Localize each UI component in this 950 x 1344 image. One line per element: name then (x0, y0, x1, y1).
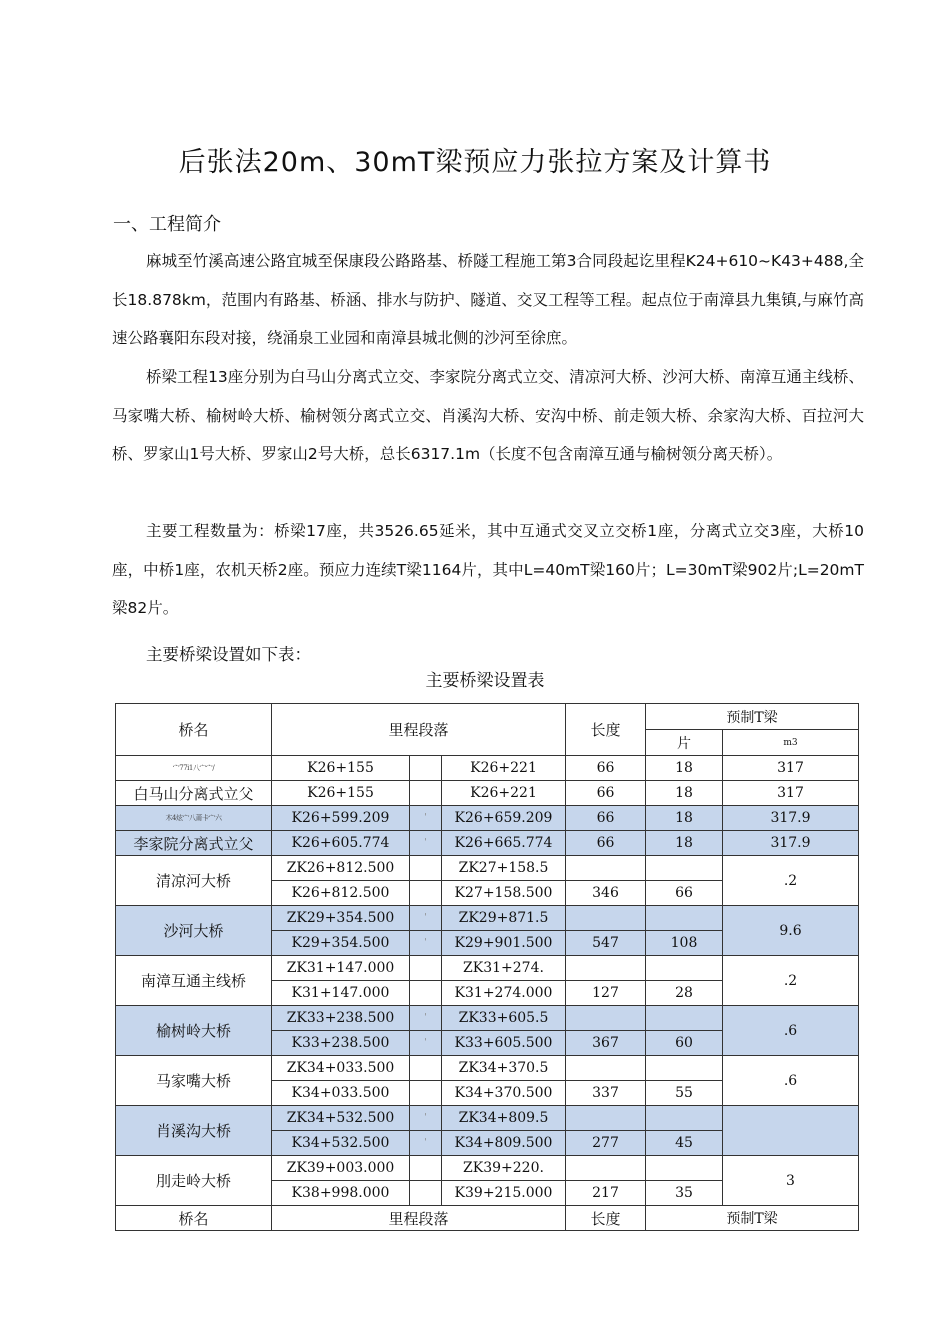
mileage-end: K31+274.000 (442, 981, 566, 1006)
table-row (116, 906, 859, 931)
pieces-cell: 66 (646, 881, 723, 906)
pieces-cell: 18 (646, 831, 723, 856)
mileage-end: ZK29+871.5 (442, 906, 566, 931)
mileage-end: K33+605.500 (442, 1031, 566, 1056)
mileage-start: ZK39+003.000 (272, 1156, 410, 1181)
bridge-name: 马家嘴大桥 (116, 1056, 272, 1106)
bridge-name: 肖溪沟大桥 (116, 1106, 272, 1156)
mileage-end: K26+659.209 (442, 806, 566, 831)
pieces-cell: 108 (646, 931, 723, 956)
header-volume: m3 (723, 730, 859, 756)
volume-cell (723, 1106, 859, 1156)
mileage-end: K34+809.500 (442, 1131, 566, 1156)
mileage-start: ZK34+033.500 (272, 1056, 410, 1081)
length-cell (566, 1056, 646, 1081)
bridge-name: 沙河大桥 (116, 906, 272, 956)
volume-cell: 3 (723, 1156, 859, 1206)
header-length: 长度 (566, 704, 646, 756)
table-row (116, 956, 859, 981)
volume-cell: 317 (723, 756, 859, 781)
gap-cell (410, 1081, 442, 1106)
pieces-cell (646, 1106, 723, 1131)
gap-cell: ' (410, 1131, 442, 1156)
gap-cell: ' (410, 1106, 442, 1131)
mileage-start: K26+599.209 (272, 806, 410, 831)
table-row (116, 1056, 859, 1081)
table-row (116, 1106, 859, 1131)
header-name: 桥名 (116, 1206, 272, 1231)
pieces-cell (646, 906, 723, 931)
paragraph-quantities: 主要工程数量为：桥梁17座，共3526.65延米，其中互通式交叉立交桥1座，分离式立交3座，大桥10座，中桥1座，农机天桥2座。预应力连续T梁1164片，其中L=40mT梁160片；L=30mT梁902片;L=20mT梁82片。 (112, 522, 864, 617)
length-cell: 277 (566, 1131, 646, 1156)
gap-cell: ' (410, 906, 442, 931)
header-precast: 预制T梁 (646, 704, 859, 730)
gap-cell (410, 1156, 442, 1181)
pieces-cell (646, 856, 723, 881)
mileage-start: K26+812.500 (272, 881, 410, 906)
mileage-end: K26+665.774 (442, 831, 566, 856)
length-cell (566, 1006, 646, 1031)
header-precast: 预制T梁 (646, 1206, 859, 1231)
mileage-end: ZK33+605.5 (442, 1006, 566, 1031)
header-mileage: 里程段落 (272, 704, 566, 756)
mileage-start: ZK26+812.500 (272, 856, 410, 881)
volume-cell: 317 (723, 781, 859, 806)
length-cell: 346 (566, 881, 646, 906)
header-length: 长度 (566, 1206, 646, 1231)
table-row (116, 1156, 859, 1181)
bridge-name: 白马山分离式立父 (116, 781, 272, 806)
gap-cell (410, 1181, 442, 1206)
mileage-start: K26+605.774 (272, 831, 410, 856)
pieces-cell (646, 956, 723, 981)
mileage-end: K39+215.000 (442, 1181, 566, 1206)
length-cell: 66 (566, 806, 646, 831)
pieces-cell: 18 (646, 806, 723, 831)
length-cell: 217 (566, 1181, 646, 1206)
mileage-start: K26+155 (272, 756, 410, 781)
gap-cell (410, 756, 442, 781)
mileage-end: ZK27+158.5 (442, 856, 566, 881)
gap-cell: ' (410, 931, 442, 956)
mileage-start: K29+354.500 (272, 931, 410, 956)
table-caption: 主要桥梁设置表 (425, 671, 545, 691)
bridge-tiny-text: 宀77i1八宀宀/ (116, 756, 272, 781)
mileage-start: K33+238.500 (272, 1031, 410, 1056)
gap-cell (410, 1056, 442, 1081)
length-cell: 66 (566, 756, 646, 781)
length-cell (566, 1156, 646, 1181)
volume-cell: 9.6 (723, 906, 859, 956)
mileage-end: K34+370.500 (442, 1081, 566, 1106)
pieces-cell: 35 (646, 1181, 723, 1206)
pieces-cell: 55 (646, 1081, 723, 1106)
length-cell (566, 956, 646, 981)
volume-cell: .6 (723, 1056, 859, 1106)
pieces-cell: 45 (646, 1131, 723, 1156)
table-row (116, 856, 859, 881)
volume-cell: 317.9 (723, 806, 859, 831)
pieces-cell: 18 (646, 781, 723, 806)
bridge-tiny-text: 木4炫宀八莆卡宀六 (116, 806, 272, 831)
length-cell: 66 (566, 781, 646, 806)
mileage-end: K26+221 (442, 756, 566, 781)
length-cell: 547 (566, 931, 646, 956)
header-pieces: 片 (646, 730, 723, 756)
table-lead-text: 主要桥梁设置如下表： (146, 645, 311, 664)
mileage-start: ZK34+532.500 (272, 1106, 410, 1131)
bridge-name: 榆树岭大桥 (116, 1006, 272, 1056)
section-heading: 一、工程简介 (113, 214, 221, 235)
gap-cell (410, 956, 442, 981)
length-cell: 66 (566, 831, 646, 856)
mileage-start: K34+532.500 (272, 1131, 410, 1156)
table-row (116, 1006, 859, 1031)
pieces-cell: 60 (646, 1031, 723, 1056)
length-cell: 337 (566, 1081, 646, 1106)
mileage-start: K31+147.000 (272, 981, 410, 1006)
pieces-cell (646, 1056, 723, 1081)
mileage-start: ZK33+238.500 (272, 1006, 410, 1031)
gap-cell: ' (410, 1031, 442, 1056)
header-mileage: 里程段落 (272, 1206, 566, 1231)
length-cell (566, 1106, 646, 1131)
table-header-row (116, 704, 859, 730)
bridge-name: 刖走岭大桥 (116, 1156, 272, 1206)
table-header-repeat (116, 1206, 859, 1231)
gap-cell: ' (410, 831, 442, 856)
volume-cell: .2 (723, 956, 859, 1006)
volume-cell: .6 (723, 1006, 859, 1056)
table-row (116, 756, 859, 781)
bridge-table (115, 703, 859, 1231)
length-cell: 367 (566, 1031, 646, 1056)
volume-cell: .2 (723, 856, 859, 906)
length-cell (566, 906, 646, 931)
bridge-name: 李家院分离式立父 (116, 831, 272, 856)
paragraph-bridges: 桥梁工程13座分别为白马山分离式立交、李家院分离式立交、清凉河大桥、沙河大桥、南漳互通主线桥、马家嘴大桥、榆树岭大桥、榆树领分离式立交、肖溪沟大桥、安沟中桥、前走领大桥、余家沟大桥、百拉河大桥、罗家山1号大桥、罗家山2号大桥，总长6317.1m（长度不包含南漳互通与榆树领分离天桥）。 (112, 368, 864, 463)
gap-cell (410, 881, 442, 906)
gap-cell: ' (410, 806, 442, 831)
bridge-name: 清凉河大桥 (116, 856, 272, 906)
gap-cell (410, 856, 442, 881)
mileage-end: ZK34+809.5 (442, 1106, 566, 1131)
bridge-name: 南漳互通主线桥 (116, 956, 272, 1006)
header-name: 桥名 (116, 704, 272, 756)
pieces-cell (646, 1156, 723, 1181)
mileage-end: K26+221 (442, 781, 566, 806)
gap-cell: ' (410, 1006, 442, 1031)
mileage-end: ZK39+220. (442, 1156, 566, 1181)
table-row (116, 781, 859, 806)
mileage-start: ZK29+354.500 (272, 906, 410, 931)
gap-cell (410, 981, 442, 1006)
pieces-cell (646, 1006, 723, 1031)
mileage-end: ZK31+274. (442, 956, 566, 981)
volume-cell: 317.9 (723, 831, 859, 856)
mileage-end: ZK34+370.5 (442, 1056, 566, 1081)
pieces-cell: 18 (646, 756, 723, 781)
mileage-end: K29+901.500 (442, 931, 566, 956)
pieces-cell: 28 (646, 981, 723, 1006)
mileage-end: K27+158.500 (442, 881, 566, 906)
table-row (116, 831, 859, 856)
mileage-start: ZK31+147.000 (272, 956, 410, 981)
mileage-start: K26+155 (272, 781, 410, 806)
length-cell (566, 856, 646, 881)
mileage-start: K34+033.500 (272, 1081, 410, 1106)
page-title: 后张法20m、30mT梁预应力张拉方案及计算书 (178, 147, 772, 178)
table-row (116, 806, 859, 831)
paragraph-overview: 麻城至竹溪高速公路宜城至保康段公路路基、桥隧工程施工第3合同段起讫里程K24+610~K43+488,全长18.878km，范围内有路基、桥涵、排水与防护、隧道、交叉工程等工程。起点位于南漳县九集镇,与麻竹高速公路襄阳东段对接，绕涌泉工业园和南漳县城北侧的沙河至徐庶。 (112, 252, 864, 347)
gap-cell (410, 781, 442, 806)
length-cell: 127 (566, 981, 646, 1006)
mileage-start: K38+998.000 (272, 1181, 410, 1206)
